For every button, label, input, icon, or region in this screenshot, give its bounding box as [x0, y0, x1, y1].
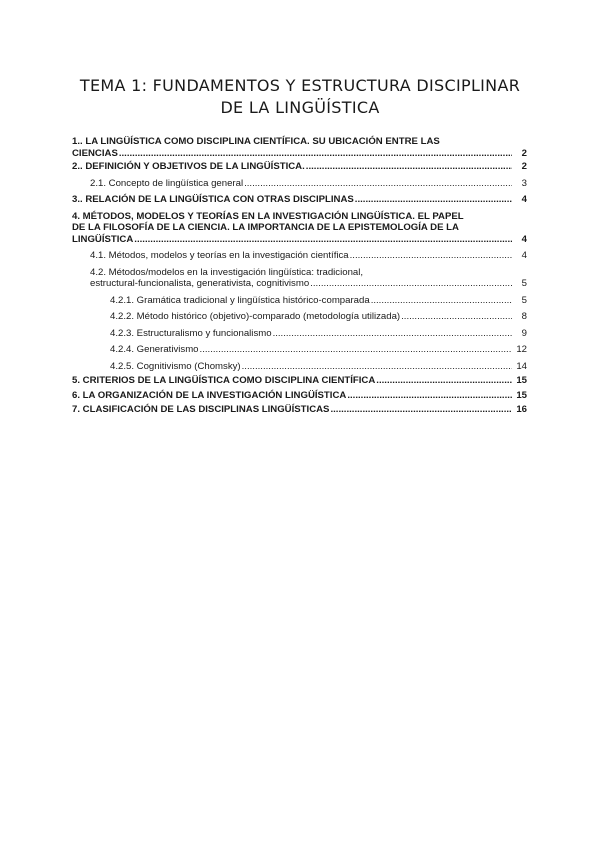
- toc-entry-6-line: [72, 390, 513, 402]
- toc-entry-3-text: 3.. RELACIÓN DE LA LINGÜÍSTICA CON OTRAS DISCIPLINAS: [72, 194, 354, 205]
- leader-dots: [119, 148, 512, 160]
- toc-entry-4-2-3[interactable]: [72, 328, 527, 340]
- toc-entry-6-page: 15: [516, 389, 527, 401]
- toc-entry-7-page: 16: [516, 404, 527, 415]
- toc-entry-4-2-5-text: 4.2.5. Cognitivismo (Chomsky): [110, 360, 241, 372]
- toc-entry-4-1-text: 4.1. Métodos, modelos y teorías en la investigación científica: [90, 250, 349, 261]
- toc-entry-4[interactable]: [72, 211, 527, 246]
- toc-entry-1[interactable]: [72, 136, 527, 159]
- toc-entry-4-line3: [72, 234, 513, 246]
- toc-entry-4-2-2-line: [110, 311, 513, 323]
- toc-entry-4-page: 4: [521, 233, 527, 245]
- toc-entry-4-text-line3: LINGÜÍSTICA: [72, 233, 134, 245]
- toc-entry-3-line: [72, 194, 513, 206]
- leader-dots: [244, 178, 512, 190]
- leader-dots: [347, 390, 512, 402]
- toc-entry-4-2-5-page: 14: [516, 360, 527, 372]
- leader-dots: [376, 375, 512, 387]
- toc-entry-6[interactable]: [72, 390, 527, 402]
- document-title-line-1: TEMA 1: FUNDAMENTOS Y ESTRUCTURA DISCIPLINAR: [79, 76, 521, 95]
- toc-entry-5-line: [72, 375, 513, 387]
- leader-dots: [401, 311, 512, 323]
- toc-entry-1-line2: [72, 148, 513, 160]
- toc-entry-4-2-1-text: 4.2.1. Gramática tradicional y lingüística histórico-comparada: [110, 294, 370, 306]
- toc-entry-4-2-4[interactable]: [72, 344, 527, 356]
- document-title-line-2: DE LA LINGÜÍSTICA: [220, 98, 380, 117]
- leader-dots: [330, 404, 512, 416]
- toc-entry-4-2-1-page: 5: [521, 294, 527, 306]
- toc-entry-4-1[interactable]: [72, 250, 527, 262]
- leader-dots: [273, 328, 512, 340]
- toc-entry-4-1-page: 4: [521, 250, 527, 261]
- toc-entry-5[interactable]: [72, 375, 527, 387]
- toc-entry-7[interactable]: [72, 404, 527, 416]
- toc-entry-4-1-line: [90, 250, 513, 262]
- leader-dots: [306, 161, 512, 173]
- toc-entry-4-2-2-page: 8: [521, 311, 527, 322]
- toc-entry-2[interactable]: [72, 161, 527, 173]
- table-of-contents: [72, 136, 527, 416]
- toc-entry-2-text: 2.. DEFINICIÓN Y OBJETIVOS DE LA LINGÜÍSTICA.: [72, 161, 305, 172]
- toc-entry-2-page: 2: [521, 161, 527, 172]
- toc-entry-3-page: 4: [521, 194, 527, 205]
- toc-entry-4-2-text-line1: 4.2. Métodos/modelos en la investigación lingüística: tradicional,: [90, 266, 364, 278]
- toc-entry-2-1-text: 2.1. Concepto de lingüística general: [90, 177, 244, 189]
- leader-dots: [371, 295, 512, 307]
- toc-entry-4-2-1-line: [110, 295, 513, 307]
- toc-entry-4-2-4-page: 12: [516, 344, 527, 355]
- toc-entry-4-2-text-line2: estructural-funcionalista, generativista, cognitivismo: [90, 278, 310, 289]
- toc-entry-4-2-2-text: 4.2.2. Método histórico (objetivo)-comparado (metodología utilizada): [110, 311, 401, 322]
- leader-dots: [350, 250, 512, 262]
- toc-entry-1-page: 2: [521, 147, 527, 159]
- toc-entry-7-line: [72, 404, 513, 416]
- toc-entry-4-2[interactable]: [72, 267, 527, 290]
- toc-entry-4-2-3-text: 4.2.3. Estructuralismo y funcionalismo: [110, 327, 272, 339]
- toc-entry-4-2-page: 5: [521, 278, 527, 289]
- leader-dots: [310, 278, 512, 290]
- toc-entry-3[interactable]: [72, 194, 527, 206]
- toc-entry-4-2-line2: [90, 278, 513, 290]
- toc-entry-4-2-1[interactable]: [72, 295, 527, 307]
- toc-entry-4-text-line2: DE LA FILOSOFÍA DE LA CIENCIA. LA IMPORTANCIA DE LA EPISTEMOLOGÍA DE LA: [72, 222, 459, 233]
- toc-entry-4-2-5[interactable]: [72, 361, 527, 373]
- leader-dots: [200, 344, 512, 356]
- toc-entry-2-1-line: [90, 178, 513, 190]
- toc-entry-4-2-4-line: [110, 344, 513, 356]
- toc-entry-2-1[interactable]: [72, 178, 527, 190]
- toc-entry-1-text-line2: CIENCIAS: [72, 147, 118, 159]
- toc-entry-4-2-5-line: [110, 361, 513, 373]
- toc-entry-1-text-line1: 1.. LA LINGÜÍSTICA COMO DISCIPLINA CIENTÍFICA. SU UBICACIÓN ENTRE LAS: [72, 136, 440, 147]
- toc-entry-5-text: 5. CRITERIOS DE LA LINGÜÍSTICA COMO DISCIPLINA CIENTÍFICA: [72, 375, 376, 386]
- toc-entry-2-line: [72, 161, 513, 173]
- toc-entry-7-text: 7. CLASIFICACIÓN DE LAS DISCIPLINAS LINGÜÍSTICAS: [72, 404, 330, 415]
- toc-entry-5-page: 15: [516, 375, 527, 386]
- leader-dots: [134, 234, 512, 246]
- toc-entry-2-1-page: 3: [521, 177, 527, 189]
- toc-entry-4-2-4-text: 4.2.4. Generativismo: [110, 344, 199, 355]
- toc-entry-4-2-3-page: 9: [521, 327, 527, 339]
- toc-entry-4-2-2[interactable]: [72, 311, 527, 323]
- toc-entry-4-text-line1: 4. MÉTODOS, MODELOS Y TEORÍAS EN LA INVESTIGACIÓN LINGÜÍSTICA. EL PAPEL: [72, 210, 464, 222]
- leader-dots: [242, 361, 512, 373]
- toc-entry-4-2-3-line: [110, 328, 513, 340]
- toc-entry-6-text: 6. LA ORGANIZACIÓN DE LA INVESTIGACIÓN LINGÜÍSTICA: [72, 389, 347, 401]
- leader-dots: [355, 194, 512, 206]
